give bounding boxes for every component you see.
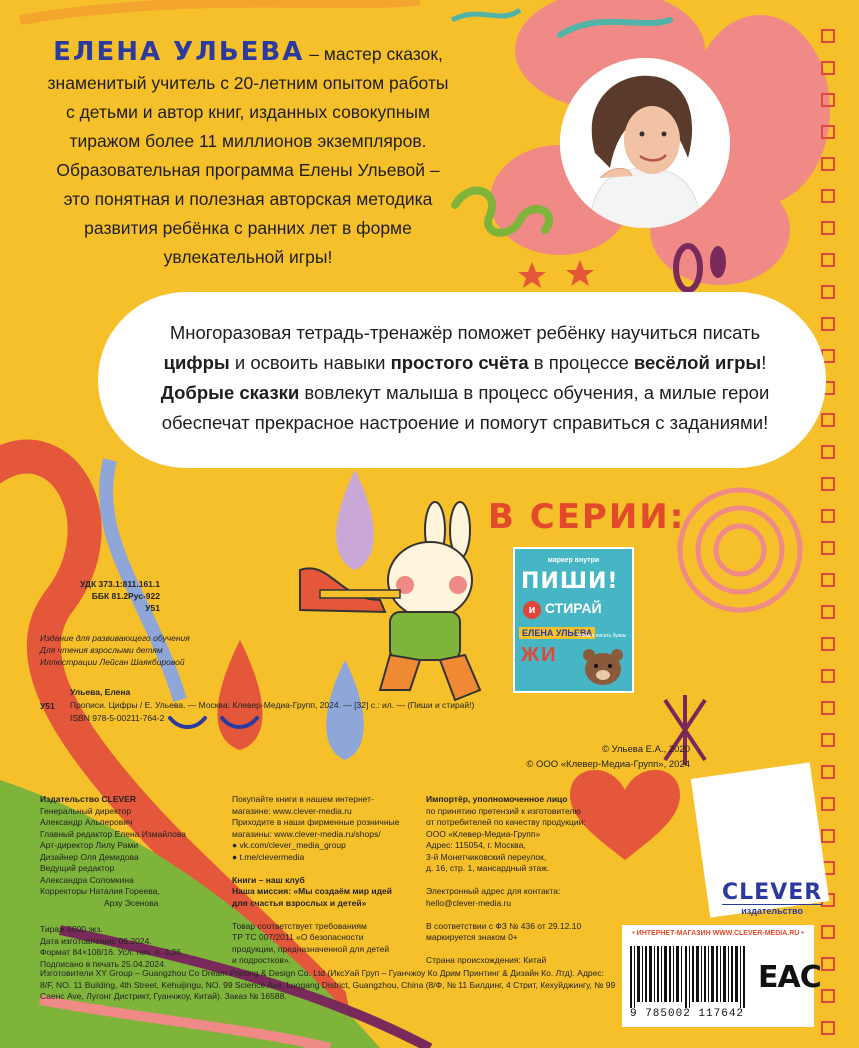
imprint-line: и подростков». (232, 955, 291, 965)
author-sign: У51 (145, 603, 160, 613)
imprint-line: от потребителей по качеству продукции: (426, 817, 586, 827)
imprint-line: В соответствии с ФЗ № 436 от 29.12.10 (426, 920, 582, 931)
imprint-line: Ведущий редактор (40, 863, 115, 873)
purple-leaf-decoration (710, 246, 726, 278)
eac-mark: ЕАС (758, 960, 821, 995)
imprint-line: Страна происхождения: Китай (426, 955, 547, 965)
bib-author: Ульева, Елена (70, 687, 131, 697)
bear-icon (581, 647, 625, 687)
imprint-line: Книги – наш клуб (232, 874, 305, 885)
book-cover-subtitle (523, 599, 602, 619)
imprint-line: Корректоры Наталия Гореева, (40, 886, 160, 896)
imprint-line: Импортёр, уполномоченное лицо (426, 794, 568, 804)
spacer (426, 909, 616, 921)
imprint-line: Издательство CLEVER (40, 794, 137, 804)
bbk-code: ББК 81.2Рус-922 (91, 591, 160, 601)
email-link[interactable]: hello@clever-media.ru (426, 897, 512, 908)
pink-circle-decoration (698, 508, 782, 592)
bibliographic-record (40, 686, 640, 730)
star-decoration (518, 262, 546, 288)
description-line: вовлекут малыша в процесс обучения, а милые герои (299, 382, 770, 403)
print-line: Формат 84×108/16. Усл. печ. л. 3,36. (40, 947, 184, 957)
book-cover-sub: СТИРАЙ (544, 600, 602, 616)
imprint-line: маркируется знаком 0+ (426, 932, 518, 942)
description-bold: весёлой игры (633, 352, 762, 373)
spacer (426, 875, 616, 887)
imprint-line: Приходите в наши фирменные розничные (232, 817, 400, 827)
imprint-line: Арзу Эсенова (104, 897, 159, 908)
author-bio-line: развития ребёнка с ранних лет в форме (84, 218, 412, 238)
print-line: Тираж 5000 экз. (40, 924, 103, 934)
author-bio-lead: – мастер сказок, (304, 44, 443, 64)
author-bio-line: тиражом более 11 миллионов экземпляров. (69, 131, 427, 151)
author-bio (38, 38, 458, 272)
imprint-line: Товар соответствует требованиям (232, 920, 367, 931)
description-line: обеспечат прекрасное настроение и помогут справиться с заданиями! (161, 412, 769, 433)
print-details (40, 924, 183, 970)
copyright-block (480, 742, 690, 772)
udk-code: УДК 373.1:811.161.1 (80, 579, 160, 589)
description-bold: простого счёта (390, 352, 529, 373)
author-name: ЕЛЕНА УЛЬЕВА (53, 37, 305, 67)
book-cover-title: ПИШИ! (521, 569, 619, 594)
shops-link[interactable]: магазины: www.clever-media.ru/shops/ (232, 828, 381, 839)
shop-link[interactable]: магазине: www.clever-media.ru (232, 805, 352, 816)
book-cover-letters: ЖИ (521, 644, 558, 666)
imprint-line: Александр Альперович (40, 817, 133, 827)
book-cover-top-text: маркер внутри (547, 557, 600, 564)
bunny-trumpet-illustration (300, 502, 480, 700)
series-book-cover[interactable] (513, 547, 634, 693)
clever-logo (722, 882, 822, 916)
description-bold: Добрые сказки (160, 382, 300, 403)
vk-link[interactable] (232, 840, 414, 852)
vk-link-text: vk.com/clever_media_group (239, 840, 346, 850)
clever-logo-sub: издательство (722, 904, 822, 916)
imprint-line: Электронный адрес для контакта: (426, 886, 561, 896)
imprint-staff (40, 794, 220, 909)
description-text (120, 318, 810, 438)
author-portrait-icon (560, 58, 730, 228)
star-decoration (566, 260, 594, 286)
edition-note: Иллюстрации Лейсан Шаякбировой (40, 657, 185, 667)
book-cover-and: и (523, 601, 541, 619)
print-line: Подписано в печать 25.04.2024. (40, 958, 167, 969)
imprint-line: ООО «Клевер-Медиа-Групп» (426, 828, 541, 839)
book-cover-author: ЕЛЕНА УЛЬЕВА (519, 627, 595, 639)
telegram-icon: ● (232, 851, 238, 862)
imprint-line: Покупайте книги в нашем интернет- (232, 794, 374, 804)
author-bio-line: знаменитый учитель с 20-летним опытом работы (47, 73, 449, 93)
imprint-shop-info (232, 794, 414, 967)
author-photo (560, 58, 730, 228)
spacer (232, 909, 414, 921)
telegram-link-text: t.me/clevermedia (239, 851, 305, 862)
shop-url-banner: • ИНТЕРНЕТ-МАГАЗИН WWW.CLEVER-MEDIA.RU • (632, 930, 804, 937)
vk-icon: ● (232, 840, 238, 850)
print-line: Дата изготовления: 06.2024. (40, 935, 152, 946)
imprint-line: Адрес: 115054, г. Москва, (426, 840, 526, 850)
imprint-importer (426, 794, 616, 967)
teal-swirl-decoration (452, 10, 520, 20)
imprint-line: по принятию претензий к изготовителю (426, 805, 581, 816)
bib-isbn: ISBN 978-5-00211-764-2 (70, 713, 165, 723)
imprint-line: ТР ТС 007/2011 «О безопасности (232, 932, 364, 942)
book-cover-note: Учимся писать буквы (577, 633, 627, 639)
imprint-line: Генеральный директор (40, 805, 132, 816)
author-bio-line: это понятная и полезная авторская методика (63, 189, 433, 209)
series-title: В СЕРИИ: (488, 497, 686, 537)
udk-block (60, 578, 160, 614)
clever-logo-text: CLEVER (722, 880, 823, 905)
author-bio-line: с детьми и автор книг, изданных совокупным (65, 102, 430, 122)
telegram-link[interactable] (232, 852, 414, 864)
description-line: в процессе (528, 352, 634, 373)
pink-circle-decoration (716, 526, 764, 574)
imprint-line: Дизайнер Оля Демидова (40, 851, 139, 862)
imprint-line: д. 16, стр. 1, мансардный этаж. (426, 863, 550, 873)
description-line: ! (761, 352, 767, 373)
edition-notes (40, 632, 190, 668)
copyright-line: © Ульева Е.А., 2020 (601, 744, 690, 755)
orange-swoosh-decoration (20, 0, 420, 20)
edition-note: Для чтения взрослыми детям (40, 645, 163, 655)
drop-decoration (336, 470, 374, 570)
imprint-line: Арт-директор Лилу Рами (40, 840, 139, 850)
bib-main: Прописи. Цифры / Е. Ульева. — Москва: Клевер-Медиа-Групп, 2024. — [32] с.: ил. — (Пиши и стирай!) (70, 700, 475, 710)
spacer (232, 863, 414, 875)
description-bold: цифры (163, 352, 230, 373)
barcode-icon (630, 946, 750, 1008)
imprint-line: Главный редактор Елена Измайлова (40, 828, 187, 839)
author-bio-line: увлекательной игры! (163, 247, 333, 267)
imprint-line: 3-й Монетчиковский переулок, (426, 851, 547, 862)
edition-note: Издание для развивающего обучения (40, 633, 190, 643)
imprint-line: для счастья взрослых и детей» (232, 897, 367, 908)
barcode-number: 9 785002 117642 (630, 1008, 745, 1020)
bib-index: У51 (40, 701, 55, 711)
description-line: Многоразовая тетрадь-тренажёр поможет ребёнку научиться писать (169, 322, 761, 343)
description-line: и освоить навыки (229, 352, 391, 373)
imprint-line: Александра Соломкина (40, 874, 134, 885)
manufacturer-info: Изготовители XY Group – Guangzhou Co Dream Printing & Design Co. Ltd (ИксУай Груп – Гуанчжоу Ко Дрим Принтинг & Дизайн Ко. Лтд). Адрес: 8/F, NO. 11 Building, 4th Street, Kehuijingu, NO. 99 Science Ave, Luogang District, Guangzhou, China (8/Ф, № 11 Билдинг, 4 Стрит, Кехуйджингу, № 99 Саенс Ave, Лугонг Дистрикт, Гуанчжоу, Китай). Заказ № 16588. (40, 968, 616, 1001)
spacer (426, 944, 616, 956)
author-bio-line: Образовательная программа Елены Ульевой – (56, 160, 440, 180)
copyright-line: © ООО «Клевер-Медиа-Групп», 2024 (526, 759, 690, 770)
imprint-line: Наша миссия: «Мы создаём мир идей (232, 886, 392, 896)
imprint-line: продукции, предназначенной для детей (232, 943, 390, 954)
